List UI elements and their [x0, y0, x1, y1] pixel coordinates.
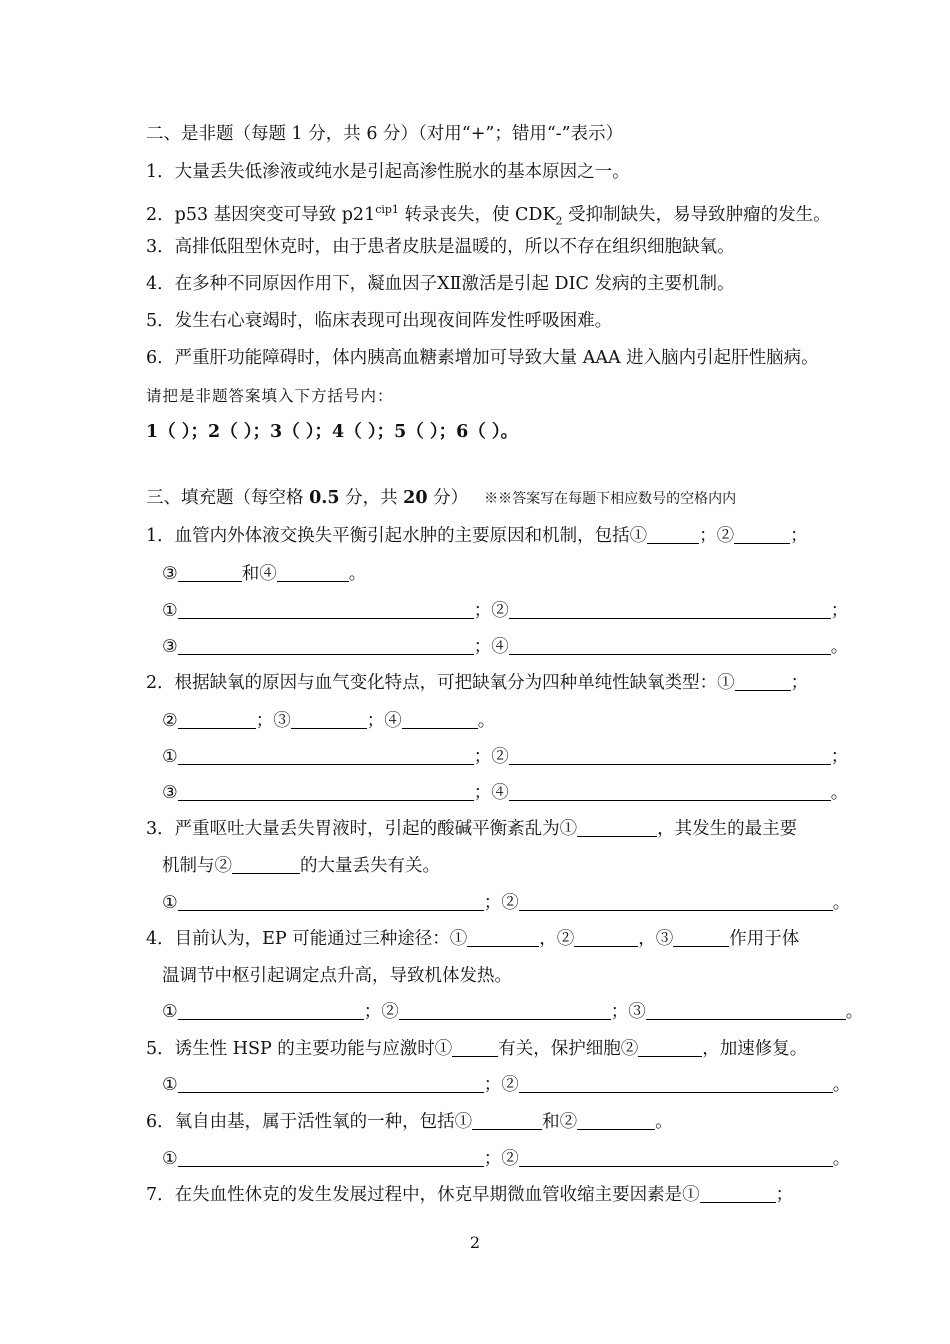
blank[interactable] — [574, 929, 638, 947]
answer-line[interactable] — [178, 1149, 484, 1167]
answer-line[interactable] — [509, 783, 831, 801]
blank[interactable] — [452, 1039, 498, 1057]
answer-line[interactable] — [509, 747, 831, 765]
answer-line[interactable] — [178, 893, 484, 911]
blank[interactable] — [291, 711, 367, 729]
section-3-note: ※※答案写在每题下相应数号的空格内内 — [484, 491, 737, 507]
blank[interactable] — [734, 526, 790, 544]
answer-row: ① ；② 。 — [162, 1075, 851, 1095]
blank[interactable] — [402, 711, 478, 729]
answer-line[interactable] — [519, 1075, 833, 1093]
blank[interactable] — [232, 856, 300, 874]
fill-question-7: 7．在失血性休克的发生发展过程中，休克早期微血管收缩主要因素是① ； — [146, 1185, 794, 1205]
answer-line[interactable] — [399, 1002, 611, 1020]
fill-question-1: 1．血管内外体液交换失平衡引起水肿的主要原因和机制，包括① ；② ； — [146, 526, 808, 546]
blank[interactable] — [638, 1039, 702, 1057]
fill-question-4: 4．目前认为，EP 可能通过三种途径：① ，② ，③ 作用于体 — [146, 929, 800, 949]
tf-question-4: 4．在多种不同原因作用下，凝血因子ⅩⅡ激活是引起 DIC 发病的主要机制。 — [146, 274, 735, 294]
answer-row: ① ；② 。 — [162, 1149, 851, 1169]
fill-question-2: 2．根据缺氧的原因与血气变化特点，可把缺氧分为四种单纯性缺氧类型：① ； — [146, 673, 809, 693]
answer-line[interactable] — [178, 637, 474, 655]
blank[interactable] — [277, 564, 349, 582]
answer-row: ① ；② 。 — [162, 893, 851, 913]
blank[interactable] — [577, 1112, 655, 1130]
blank[interactable] — [178, 564, 242, 582]
tf-question-5: 5．发生右心衰竭时，临床表现可出现夜间阵发性呼吸困难。 — [146, 311, 613, 331]
blank[interactable] — [472, 1112, 542, 1130]
tf-instruction: 请把是非题答案填入下方括号内： — [146, 387, 394, 405]
answer-row: ③ ；④ 。 — [162, 637, 849, 657]
answer-line[interactable] — [519, 893, 833, 911]
fill-question-6: 6．氧自由基，属于活性氧的一种，包括① 和② 。 — [146, 1112, 673, 1132]
section-2-title: 二、是非题（每题 1 分，共 6 分）（对用“+”；错用“-”表示） — [146, 124, 624, 144]
fill-question-4-cont: 温调节中枢引起调定点升高，导致机体发热。 — [162, 966, 512, 986]
fill-question-5: 5．诱生性 HSP 的主要功能与应激时① 有关，保护细胞② ，加速修复。 — [146, 1039, 808, 1059]
fill-question-1-cont: ③ 和④ 。 — [162, 564, 367, 584]
answer-line[interactable] — [519, 1149, 833, 1167]
fill-question-2-cont: ② ；③ ；④ 。 — [162, 711, 496, 731]
blank[interactable] — [467, 929, 539, 947]
tf-question-1: 1．大量丢失低渗液或纯水是引起高渗性脱水的基本原因之一。 — [146, 162, 630, 182]
answer-line[interactable] — [178, 601, 474, 619]
fill-question-3: 3．严重呕吐大量丢失胃液时，引起的酸碱平衡紊乱为① ，其发生的最主要 — [146, 819, 798, 839]
tf-question-3: 3．高排低阻型休克时，由于患者皮肤是温暖的，所以不存在组织细胞缺氧。 — [146, 237, 735, 257]
blank[interactable] — [673, 929, 729, 947]
answer-line[interactable] — [178, 783, 474, 801]
blank[interactable] — [577, 819, 657, 837]
section-3-title: 三、填充题（每空格 0.5 分，共 20 分） ※※答案写在每题下相应数号的空格内内 — [146, 488, 737, 508]
answer-line[interactable] — [178, 747, 474, 765]
blank[interactable] — [178, 711, 256, 729]
tf-answer-brackets[interactable]: 1（ ）；2（ ）；3（ ）；4（ ）；5（ ）；6（ ）。 — [146, 422, 519, 442]
blank[interactable] — [700, 1185, 776, 1203]
answer-row: ① ；② ； — [162, 747, 849, 767]
answer-row: ① ；② ； — [162, 601, 849, 621]
answer-line[interactable] — [646, 1002, 846, 1020]
answer-line[interactable] — [178, 1075, 484, 1093]
answer-row: ③ ；④ 。 — [162, 783, 849, 803]
answer-line[interactable] — [509, 637, 831, 655]
answer-row: ① ；② ；③ 。 — [162, 1002, 864, 1022]
tf-question-2: 2．p53 基因突变可导致 $p21^{cip1}$ 转录丧失，使 $CDK_2$ 受抑制缺失，易导致肿瘤的发生。 — [146, 203, 831, 228]
blank[interactable] — [735, 673, 791, 691]
blank[interactable] — [647, 526, 699, 544]
answer-line[interactable] — [178, 1002, 364, 1020]
answer-line[interactable] — [509, 601, 831, 619]
tf-question-6: 6．严重肝功能障碍时，体内胰高血糖素增加可导致大量 AAA 进入脑内引起肝性脑病。 — [146, 348, 819, 368]
page-number: 2 — [469, 1233, 481, 1252]
fill-question-3-cont: 机制与② 的大量丢失有关。 — [162, 856, 440, 876]
